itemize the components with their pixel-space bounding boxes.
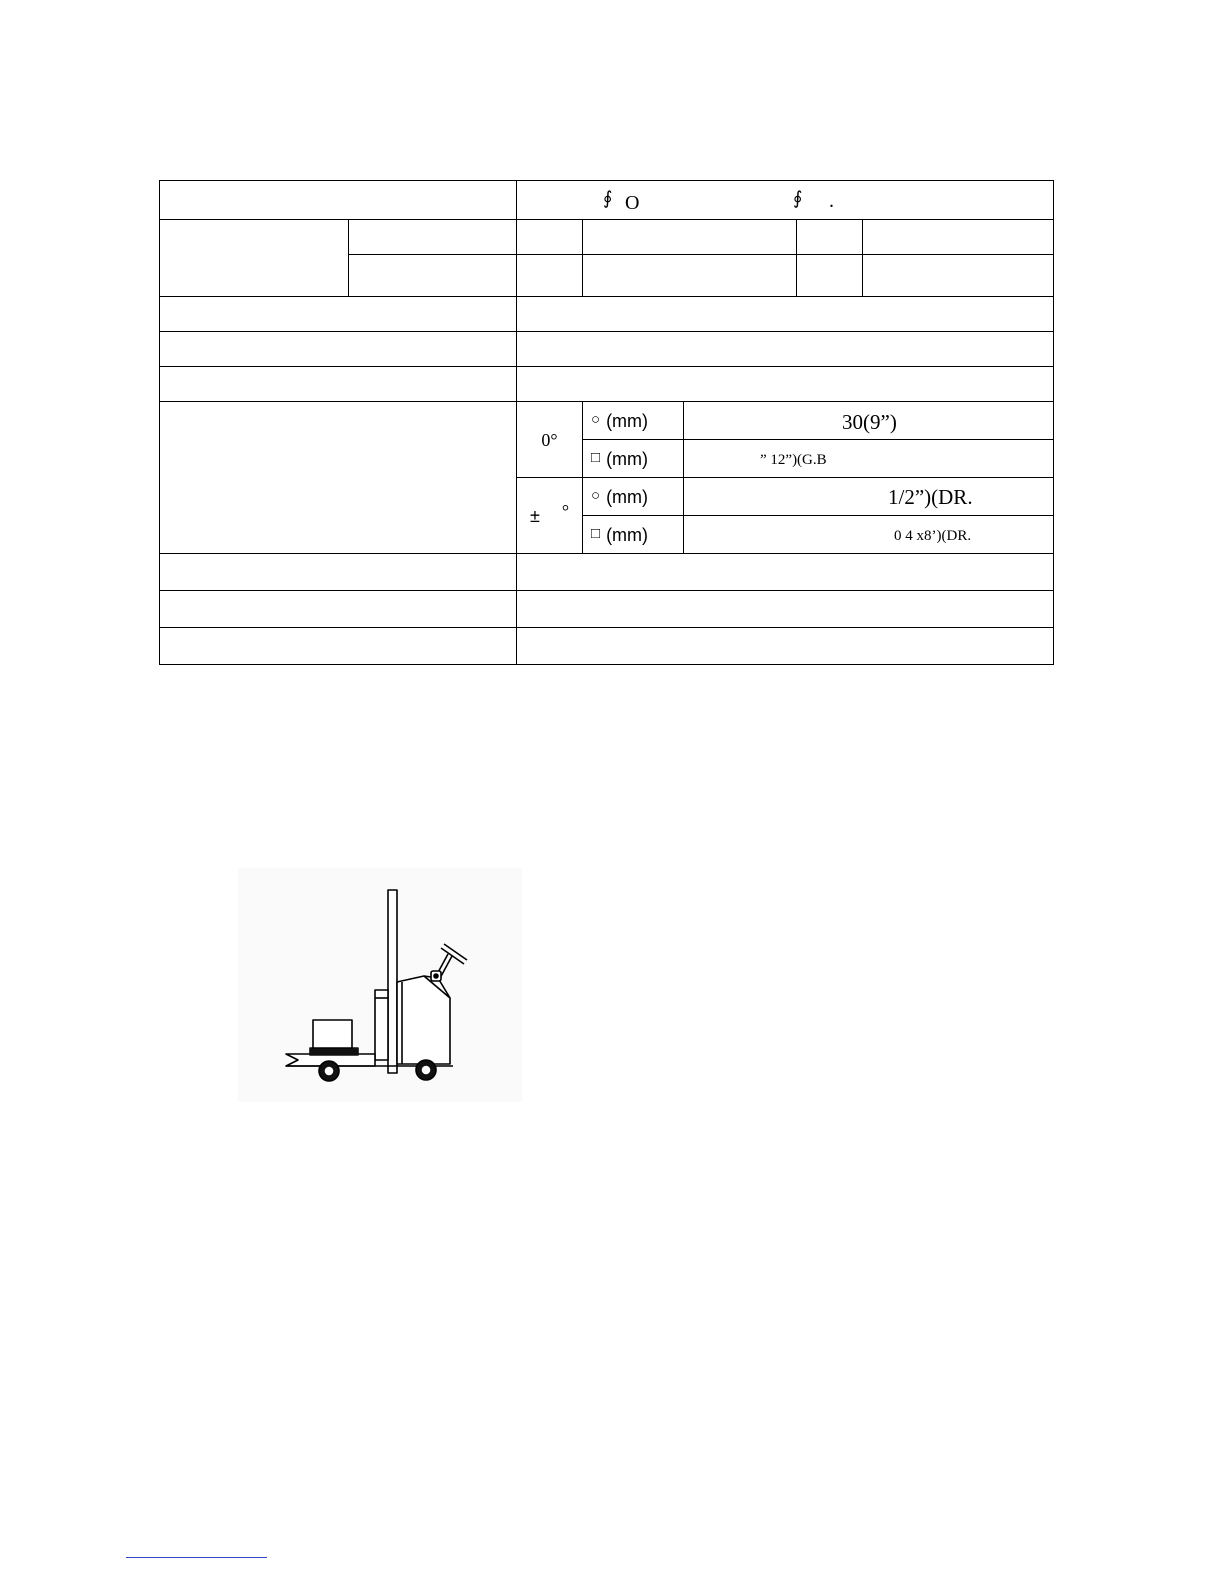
angle-cell	[517, 478, 583, 554]
table-cell	[863, 220, 1054, 255]
table-cell	[797, 255, 863, 297]
header-letter: O	[625, 192, 640, 214]
table-cell	[583, 220, 797, 255]
sample-value-cell	[684, 478, 1054, 516]
sample-value-cell	[684, 402, 1054, 440]
sample-value-cell	[684, 440, 1054, 478]
table-cell	[349, 255, 517, 297]
sample-value: 30(9”)	[842, 410, 897, 434]
table-cell	[160, 367, 517, 402]
table-row	[160, 591, 1054, 628]
specification-table	[159, 180, 1054, 665]
sample-size-label	[583, 440, 684, 478]
table-row	[160, 628, 1054, 665]
table-cell	[517, 591, 1054, 628]
sample-value: ” 12”)(G.B	[760, 452, 827, 468]
table-cell	[517, 220, 583, 255]
table-cell	[517, 255, 583, 297]
table-row	[160, 367, 1054, 402]
sample-value: 0 4 x8’)(DR.	[894, 528, 972, 544]
table-cell	[517, 367, 1054, 402]
table-row	[160, 332, 1054, 367]
integral-symbol: ∮	[793, 188, 803, 208]
table-cell	[517, 628, 1054, 665]
circle-icon: ○	[591, 410, 601, 428]
footer-underline	[126, 1557, 267, 1558]
table-cell	[517, 297, 1054, 332]
forklift-illustration	[238, 868, 522, 1102]
sample-value: 1/2”)(DR.	[888, 485, 973, 509]
table-cell	[160, 181, 517, 220]
header-value-cell	[517, 181, 1054, 220]
integral-symbol: ∮	[603, 188, 613, 208]
table-cell	[160, 332, 517, 367]
table-cell	[797, 220, 863, 255]
square-icon: □	[591, 524, 601, 542]
sample-size-label	[583, 516, 684, 554]
table-cell	[863, 255, 1054, 297]
angle-cell: 0°	[517, 402, 583, 478]
circle-icon: ○	[591, 486, 601, 504]
table-cell	[517, 332, 1054, 367]
table-cell	[160, 402, 517, 554]
sample-value-cell	[684, 516, 1054, 554]
forklift-icon	[238, 868, 522, 1102]
unit-label: (mm)	[606, 524, 649, 545]
plus-minus-sign: ±	[529, 505, 540, 526]
header-dot: .	[829, 190, 834, 212]
unit-label: (mm)	[606, 410, 649, 431]
square-icon: □	[591, 448, 601, 466]
table-cell	[517, 554, 1054, 591]
table-cell	[583, 255, 797, 297]
unit-label: (mm)	[606, 486, 649, 507]
table-row	[160, 402, 1054, 440]
table-row	[160, 181, 1054, 220]
table-row	[160, 220, 1054, 255]
table-row	[160, 554, 1054, 591]
table-row	[160, 297, 1054, 332]
table-cell	[160, 220, 349, 297]
table-cell	[160, 628, 517, 665]
table-cell	[160, 297, 517, 332]
table-cell	[349, 220, 517, 255]
degree-sign: °	[561, 500, 570, 521]
sample-size-label	[583, 402, 684, 440]
table-cell	[160, 591, 517, 628]
sample-size-label	[583, 478, 684, 516]
table-cell	[160, 554, 517, 591]
unit-label: (mm)	[606, 448, 649, 469]
